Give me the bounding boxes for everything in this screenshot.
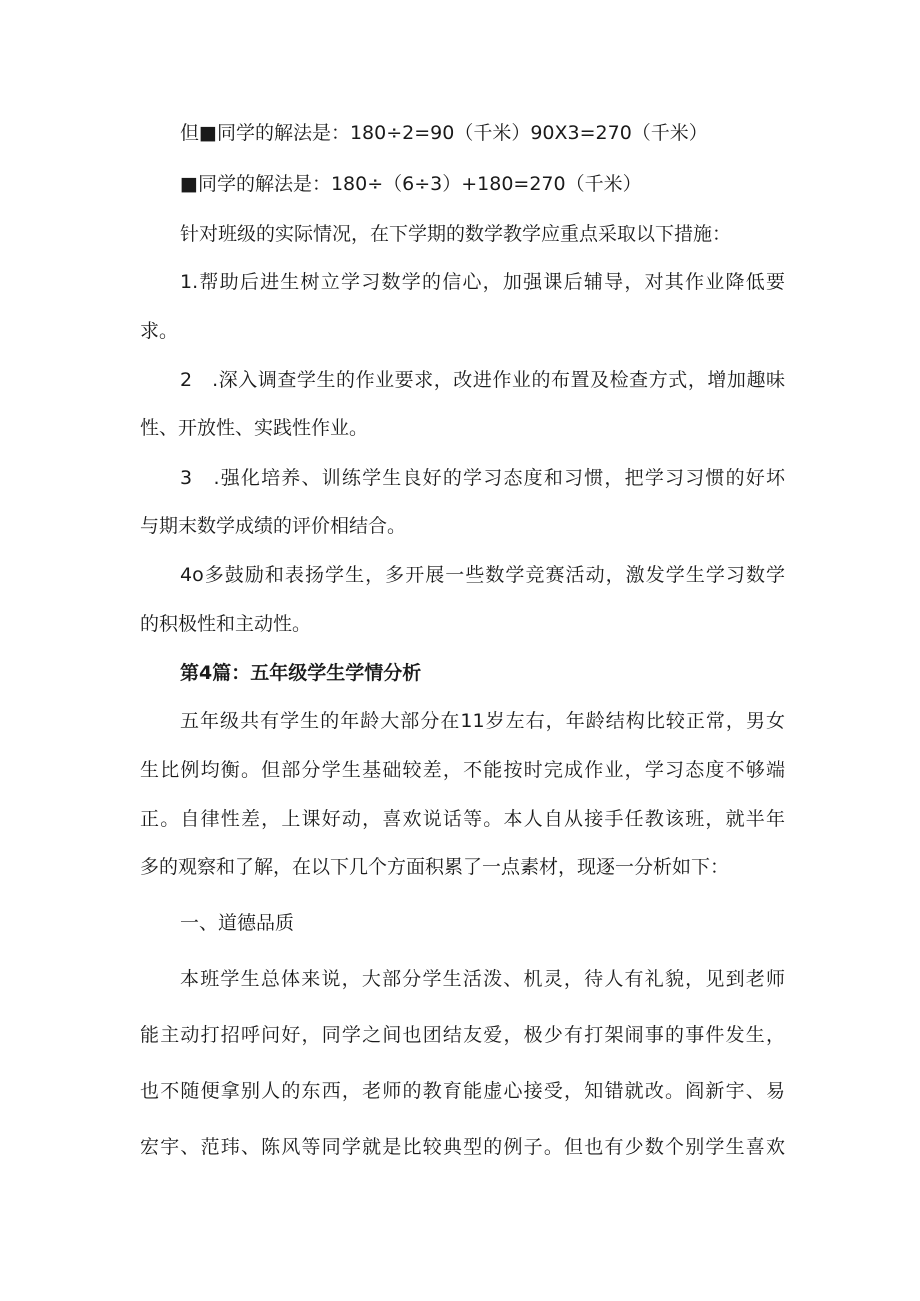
analysis-line-2: 生比例均衡。但部分学生基础较差，不能按时完成作业，学习态度不够端 (140, 759, 785, 781)
moral-line-1: 本班学生总体来说，大部分学生活泼、机灵，待人有礼貌，见到老师 (180, 968, 785, 990)
solution-line-2: ■同学的解法是：180÷（6÷3）+180=270（千米） (180, 173, 642, 195)
moral-line-4: 宏宇、范玮、陈风等同学就是比较典型的例子。但也有少数个别学生喜欢 (140, 1136, 785, 1158)
measure-1-line-2: 求。 (140, 320, 179, 342)
measures-intro: 针对班级的实际情况，在下学期的数学教学应重点采取以下措施： (180, 223, 732, 245)
measure-2-line-1: 2 .深入调查学生的作业要求，改进作业的布置及检查方式，增加趣味 (180, 369, 785, 391)
moral-line-3: 也不随便拿别人的东西，老师的教育能虚心接受，知错就改。阎新宇、易 (140, 1080, 785, 1102)
measure-3-line-2: 与期末数学成绩的评价相结合。 (140, 515, 407, 537)
analysis-line-1: 五年级共有学生的年龄大部分在11岁左右，年龄结构比较正常，男女 (180, 710, 785, 732)
subsection-heading: 一、道德品质 (180, 912, 295, 934)
measure-2-line-2: 性、开放性、实践性作业。 (140, 417, 369, 439)
section-heading: 第4篇：五年级学生学情分析 (180, 662, 422, 684)
analysis-line-4: 多的观察和了解，在以下几个方面积累了一点素材，现逐一分析如下： (140, 856, 730, 878)
measure-4-line-2: 的积极性和主动性。 (140, 613, 312, 635)
solution-line-1: 但■同学的解法是：180÷2=90（千米）90X3=270（千米） (180, 122, 708, 144)
analysis-line-3: 正。自律性差，上课好动，喜欢说话等。本人自从接手任教该班，就半年 (140, 808, 785, 830)
measure-3-line-1: 3 .强化培养、训练学生良好的学习态度和习惯，把学习习惯的好坏 (180, 467, 785, 489)
moral-line-2: 能主动打招呼问好，同学之间也团结友爱，极少有打架闹事的事件发生， (140, 1024, 785, 1046)
measure-4-line-1: 4o多鼓励和表扬学生，多开展一些数学竞赛活动，激发学生学习数学 (180, 564, 785, 586)
measure-1-line-1: 1.帮助后进生树立学习数学的信心，加强课后辅导，对其作业降低要 (180, 271, 785, 293)
